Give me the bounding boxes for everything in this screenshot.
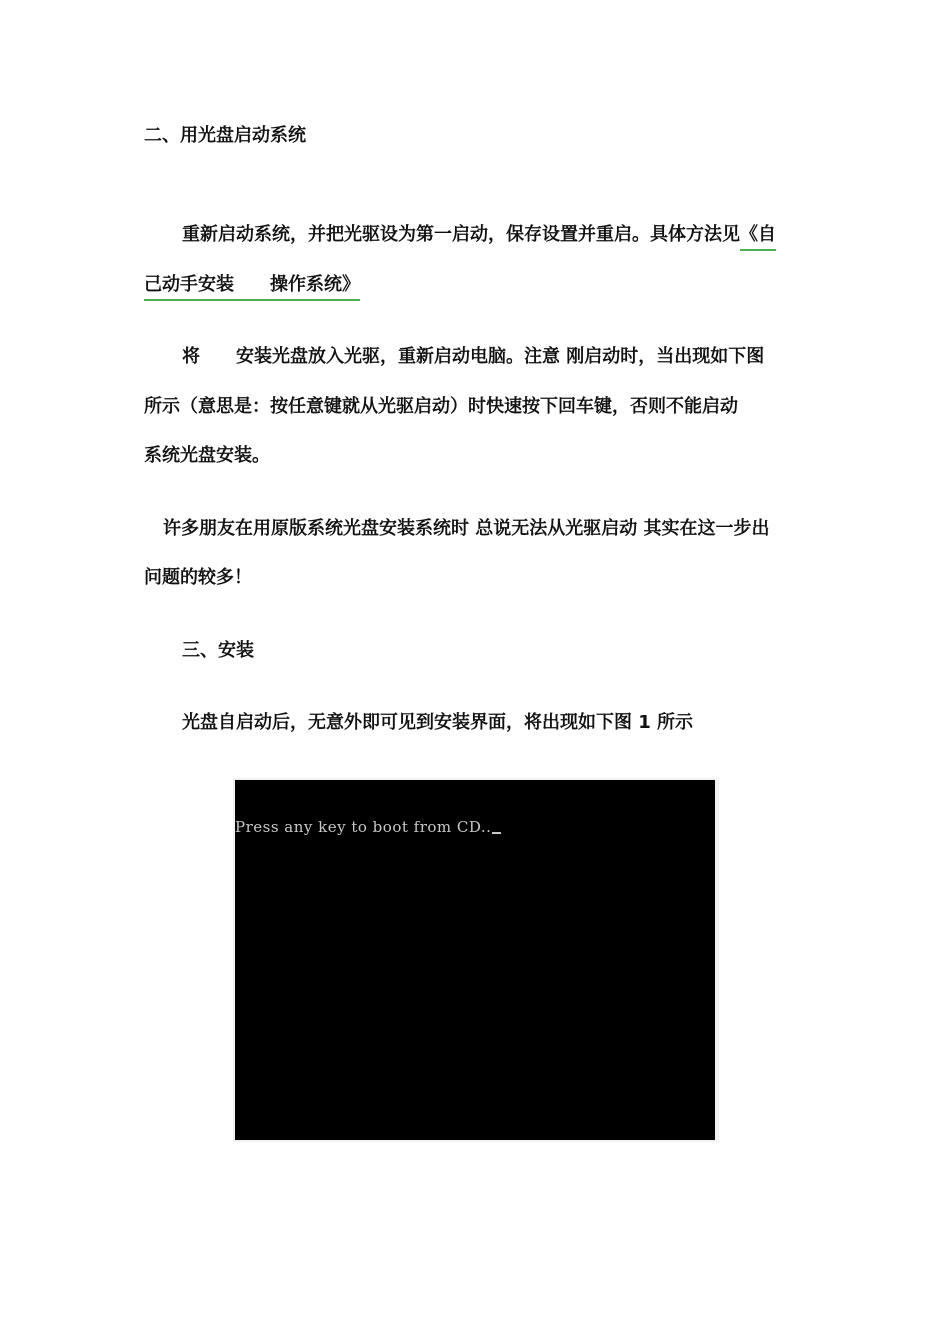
boot-screenshot bbox=[235, 780, 715, 1140]
section2-paragraph3-line2: 问题的较多！ bbox=[144, 567, 252, 588]
article-link-title[interactable] bbox=[144, 274, 360, 301]
section2-paragraph1-line2 bbox=[144, 273, 360, 297]
paragraph-text-b: 安装光盘放入光驱，重新启动电脑。注意 刚启动时，当出现如下图 bbox=[236, 346, 765, 367]
section2-paragraph2-line1 bbox=[182, 345, 764, 369]
paragraph-text: 重新启动系统，并把光驱设为第一启动，保存设置并重启。具体方法见 bbox=[182, 224, 740, 245]
article-link-part1: 己动手安装 bbox=[144, 274, 234, 295]
section2-heading: 二、用光盘启动系统 bbox=[144, 125, 306, 146]
section2-paragraph2-line3: 系统光盘安装。 bbox=[144, 445, 270, 466]
console-line bbox=[235, 818, 501, 836]
section3-heading: 三、安装 bbox=[182, 640, 254, 661]
paragraph-text-a: 将 bbox=[182, 346, 200, 367]
article-link-start[interactable]: 《自 bbox=[740, 224, 776, 251]
section2-paragraph2-line2: 所示（意思是：按任意键就从光驱启动）时快速按下回车键，否则不能启动 bbox=[144, 396, 738, 417]
boot-screenshot-frame bbox=[233, 778, 719, 1142]
cursor-icon bbox=[492, 832, 501, 834]
section3-paragraph1: 光盘自启动后，无意外即可见到安装界面，将出现如下图 1 所示 bbox=[182, 712, 694, 733]
console-text: Press any key to boot from CD.. bbox=[235, 818, 492, 836]
section2-paragraph1-line1 bbox=[182, 223, 776, 247]
section2-paragraph3-line1: 许多朋友在用原版系统光盘安装系统时 总说无法从光驱启动 其实在这一步出 bbox=[163, 518, 770, 539]
article-link-part2: 操作系统》 bbox=[270, 274, 360, 295]
